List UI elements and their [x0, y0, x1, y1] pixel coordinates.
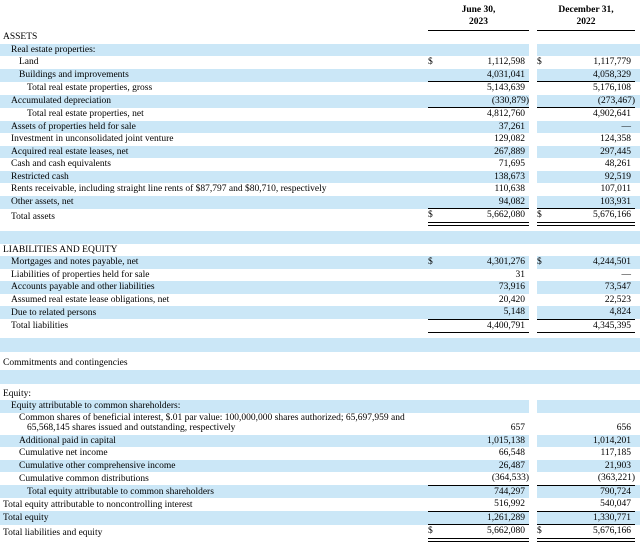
row-right-padding — [635, 56, 640, 69]
value-december-31-2022 — [550, 400, 635, 413]
spacer-cell — [0, 370, 640, 384]
table-row — [0, 82, 640, 95]
value-december-31-2022: — — [550, 121, 635, 134]
value-december-31-2022: 5,676,166 — [550, 209, 635, 224]
dollar-sign-col1: $ — [428, 209, 442, 224]
dollar-sign-col1 — [428, 400, 442, 413]
table-row — [0, 183, 640, 196]
value-june-30-2023: 267,889 — [442, 146, 529, 159]
value-december-31-2022: 107,011 — [600, 184, 632, 194]
column-gap — [529, 281, 537, 294]
row-label: Total real estate properties, gross — [27, 83, 153, 93]
dollar-sign-col2 — [537, 269, 550, 282]
table-row — [0, 525, 640, 540]
table-row — [0, 447, 640, 460]
dollar-sign-col2 — [537, 306, 550, 319]
row-label: Cumulative common distributions — [19, 473, 149, 484]
dollar-sign-col2 — [537, 511, 550, 525]
row-right-padding — [635, 31, 640, 44]
value-june-30-2023: 5,662,080 — [442, 209, 529, 224]
column-header-date-line1: June 30, — [461, 5, 496, 15]
row-label: Total liabilities and equity — [3, 528, 103, 538]
dollar-sign-col2 — [537, 108, 550, 121]
table-row — [0, 244, 640, 257]
value-june-30-2023: 516,992 — [442, 498, 529, 511]
row-right-padding — [635, 196, 640, 209]
row-label: Equity attributable to common shareholders: — [0, 400, 428, 413]
dollar-sign-col1 — [428, 472, 442, 485]
dollar-sign-col1 — [428, 44, 442, 57]
dollar-sign-col2: $ — [537, 209, 550, 224]
row-label: Total equity — [0, 511, 428, 525]
row-label: ASSETS — [3, 32, 38, 42]
dollar-sign-col2 — [537, 196, 550, 209]
column-gap — [529, 44, 537, 57]
value-june-30-2023: 4,031,041 — [442, 69, 529, 82]
row-right-padding — [635, 171, 640, 184]
dollar-sign-col2 — [537, 244, 550, 257]
value-december-31-2022: 124,358 — [600, 134, 632, 144]
row-label: Common shares of beneficial interest, $.01 par value: 100,000,000 shares authorized; 65,697,959 and 65,568,145 shares issued and outstanding, respectively — [19, 412, 405, 433]
value-june-30-2023 — [442, 400, 529, 413]
column-gap — [529, 133, 537, 146]
table-row — [0, 196, 640, 209]
value-december-31-2022: (273,467) — [550, 95, 635, 108]
dollar-sign-col2 — [537, 319, 550, 333]
value-june-30-2023 — [442, 357, 529, 370]
row-right-padding — [635, 146, 640, 159]
value-december-31-2022: 297,445 — [550, 146, 635, 159]
dollar-sign-col2 — [537, 31, 550, 44]
dollar-sign-col1 — [428, 294, 442, 307]
row-label: Commitments and contingencies — [3, 358, 128, 368]
row-right-padding — [635, 82, 640, 95]
column-gap — [529, 447, 537, 460]
column-gap — [529, 400, 537, 413]
dollar-sign-col2 — [537, 69, 550, 82]
value-june-30-2023: (330,879) — [442, 95, 529, 108]
column-gap — [529, 357, 537, 370]
column-gap — [529, 511, 537, 525]
column-header-date-line2: 2022 — [576, 17, 596, 27]
row-right-padding — [635, 133, 640, 146]
dollar-sign-col2 — [537, 357, 550, 370]
table-row — [0, 485, 640, 498]
table-row — [0, 294, 640, 307]
row-label: Cash and cash equivalents — [11, 159, 111, 169]
header-row — [0, 0, 640, 31]
column-gap — [529, 306, 537, 319]
value-december-31-2022: 117,185 — [600, 448, 632, 458]
value-december-31-2022: (363,221) — [550, 472, 635, 485]
column-gap — [529, 31, 537, 44]
row-right-padding — [635, 485, 640, 498]
dollar-sign-col1 — [428, 95, 442, 108]
column-gap — [529, 256, 537, 269]
column-gap — [529, 460, 537, 473]
column-gap — [529, 121, 537, 134]
row-right-padding — [635, 388, 640, 401]
table-row — [0, 108, 640, 121]
column-gap — [529, 209, 537, 224]
row-label: Assumed real estate lease obligations, net — [11, 294, 170, 305]
row-right-padding — [635, 69, 640, 82]
row-right-padding — [635, 511, 640, 525]
value-june-30-2023: 4,400,791 — [442, 319, 529, 333]
dollar-sign-col2 — [537, 498, 550, 511]
value-june-30-2023: 138,673 — [442, 171, 529, 184]
value-june-30-2023: 1,112,598 — [487, 57, 526, 67]
dollar-sign-col1 — [428, 306, 442, 319]
dollar-sign-col2 — [537, 485, 550, 498]
column-gap — [529, 244, 537, 257]
column-header-period-2 — [537, 0, 635, 31]
value-june-30-2023: 1,261,289 — [442, 511, 529, 525]
dollar-sign-col1: $ — [428, 525, 442, 540]
dollar-sign-col1: $ — [428, 57, 433, 67]
dollar-sign-col2 — [537, 447, 550, 460]
row-label: Cumulative net income — [19, 448, 108, 458]
value-june-30-2023: (364,533) — [442, 472, 529, 485]
dollar-sign-col2 — [537, 281, 550, 294]
row-right-padding — [635, 472, 640, 485]
dollar-sign-col1 — [428, 357, 442, 370]
dollar-sign-col1 — [428, 121, 442, 134]
row-label: Acquired real estate leases, net — [0, 146, 428, 159]
dollar-sign-col1 — [428, 485, 442, 498]
value-june-30-2023: 37,261 — [442, 121, 529, 134]
row-label: Restricted cash — [0, 171, 428, 184]
spacer-row — [0, 231, 640, 244]
row-right-padding — [635, 256, 640, 269]
dollar-sign-col1 — [428, 69, 442, 82]
row-right-padding — [635, 158, 640, 171]
row-label: Land — [19, 57, 39, 67]
value-june-30-2023: 110,638 — [494, 184, 526, 194]
row-label: Rents receivable, including straight line rents of $87,797 and $80,710, respectively — [11, 184, 327, 194]
row-label: Due to related persons — [0, 306, 428, 319]
row-right-padding — [635, 121, 640, 134]
table-row — [0, 281, 640, 294]
row-right-padding — [635, 460, 640, 473]
column-gap — [529, 183, 537, 196]
value-december-31-2022: 4,902,641 — [593, 109, 632, 119]
dollar-sign-col2 — [537, 460, 550, 473]
row-right-padding — [635, 447, 640, 460]
value-december-31-2022: 1,330,771 — [550, 511, 635, 525]
row-label: Total equity attributable to noncontrolling interest — [3, 499, 193, 510]
table-row — [0, 511, 640, 525]
row-right-padding — [635, 319, 640, 333]
table-row — [0, 209, 640, 224]
table-row — [0, 69, 640, 82]
dollar-sign-col1 — [428, 133, 442, 146]
dollar-sign-col2 — [537, 95, 550, 108]
dollar-sign-col1 — [428, 108, 442, 121]
value-june-30-2023: 4,301,276 — [442, 256, 529, 269]
spacer-row — [0, 370, 640, 384]
dollar-sign-col2 — [537, 183, 550, 196]
value-december-31-2022: 92,519 — [550, 171, 635, 184]
column-gap — [529, 56, 537, 69]
row-label: Real estate properties: — [0, 44, 428, 57]
dollar-sign-col2 — [537, 388, 550, 401]
column-gap — [529, 435, 537, 448]
spacer-cell — [0, 231, 640, 244]
dollar-sign-col1 — [428, 171, 442, 184]
dollar-sign-col1: $ — [428, 256, 442, 269]
row-label: Total assets — [11, 212, 55, 222]
dollar-sign-col2 — [537, 121, 550, 134]
value-december-31-2022 — [550, 244, 635, 257]
value-june-30-2023: 94,082 — [442, 196, 529, 209]
spacer-row — [0, 224, 640, 231]
row-label: Total real estate properties, net — [27, 109, 144, 119]
table-row — [0, 306, 640, 319]
value-december-31-2022: 48,261 — [604, 159, 632, 169]
value-december-31-2022: 4,345,395 — [550, 319, 635, 333]
row-right-padding — [635, 294, 640, 307]
dollar-sign-col1 — [428, 435, 442, 448]
dollar-sign-col1 — [428, 498, 442, 511]
row-right-padding — [635, 209, 640, 224]
value-june-30-2023: 5,148 — [442, 306, 529, 319]
header-spacer — [0, 0, 428, 31]
value-june-30-2023: 744,297 — [442, 485, 529, 498]
value-june-30-2023: 20,420 — [498, 294, 526, 305]
dollar-sign-col1 — [428, 31, 442, 44]
row-label: Total liabilities — [11, 321, 69, 331]
row-right-padding — [635, 413, 640, 435]
spacer-row — [0, 338, 640, 352]
table-row — [0, 121, 640, 134]
value-june-30-2023: 5,143,639 — [487, 83, 526, 93]
column-gap — [529, 294, 537, 307]
dollar-sign-col2 — [537, 44, 550, 57]
value-december-31-2022: 21,903 — [550, 460, 635, 473]
value-december-31-2022 — [550, 388, 635, 401]
row-right-padding — [635, 44, 640, 57]
table-row — [0, 171, 640, 184]
value-december-31-2022: 540,047 — [550, 498, 635, 511]
value-december-31-2022: 5,676,166 — [550, 525, 635, 540]
row-label: Accumulated depreciation — [0, 95, 428, 108]
row-label: Equity: — [3, 388, 31, 399]
table-row — [0, 388, 640, 401]
value-june-30-2023: 129,082 — [494, 134, 526, 144]
table-row — [0, 400, 640, 413]
value-june-30-2023: 1,015,138 — [442, 435, 529, 448]
column-gap — [529, 525, 537, 540]
value-december-31-2022: 4,824 — [550, 306, 635, 319]
row-right-padding — [635, 269, 640, 282]
column-gap — [529, 269, 537, 282]
dollar-sign-col2 — [537, 400, 550, 413]
row-right-padding — [635, 108, 640, 121]
column-gap — [529, 171, 537, 184]
table-row — [0, 319, 640, 333]
column-gap — [529, 108, 537, 121]
value-december-31-2022: 4,058,329 — [550, 69, 635, 82]
table-row — [0, 498, 640, 511]
value-december-31-2022: 103,931 — [550, 196, 635, 209]
column-gap — [529, 196, 537, 209]
table-row — [0, 435, 640, 448]
row-label: Liabilities of properties held for sale — [11, 269, 150, 280]
dollar-sign-col2: $ — [537, 525, 550, 540]
table-row — [0, 357, 640, 370]
row-right-padding — [635, 400, 640, 413]
row-right-padding — [635, 306, 640, 319]
dollar-sign-col1 — [428, 281, 442, 294]
value-june-30-2023 — [442, 31, 529, 44]
dollar-sign-col1 — [428, 319, 442, 333]
dollar-sign-col2 — [537, 435, 550, 448]
header-right-padding — [635, 0, 640, 31]
dollar-sign-col2 — [537, 133, 550, 146]
row-label: Other assets, net — [0, 196, 428, 209]
value-december-31-2022: 5,176,108 — [593, 83, 632, 93]
value-june-30-2023: 73,916 — [442, 281, 529, 294]
dollar-sign-col1 — [428, 269, 442, 282]
row-label: Mortgages and notes payable, net — [0, 256, 428, 269]
row-right-padding — [635, 244, 640, 257]
row-right-padding — [635, 525, 640, 540]
spacer-cell — [0, 338, 640, 352]
table-row — [0, 146, 640, 159]
dollar-sign-col2 — [537, 413, 550, 435]
row-right-padding — [635, 281, 640, 294]
row-right-padding — [635, 95, 640, 108]
table-row — [0, 95, 640, 108]
dollar-sign-col2 — [537, 158, 550, 171]
value-june-30-2023 — [442, 44, 529, 57]
value-december-31-2022: 1,014,201 — [550, 435, 635, 448]
row-label: Investment in unconsolidated joint venture — [11, 134, 174, 144]
dollar-sign-col1 — [428, 413, 442, 435]
column-gap — [529, 95, 537, 108]
column-gap — [529, 319, 537, 333]
row-label: Accounts payable and other liabilities — [0, 281, 428, 294]
column-gap — [529, 485, 537, 498]
dollar-sign-col1 — [428, 146, 442, 159]
table-row — [0, 472, 640, 485]
spacer-cell — [0, 224, 640, 231]
column-gap — [529, 388, 537, 401]
dollar-sign-col1 — [428, 388, 442, 401]
dollar-sign-col1 — [428, 196, 442, 209]
table-row — [0, 460, 640, 473]
value-december-31-2022: 656 — [616, 423, 632, 433]
table-row — [0, 158, 640, 171]
column-gap — [529, 69, 537, 82]
dollar-sign-col1 — [428, 460, 442, 473]
row-right-padding — [635, 498, 640, 511]
row-right-padding — [635, 435, 640, 448]
value-december-31-2022 — [550, 31, 635, 44]
row-label: Cumulative other comprehensive income — [0, 460, 428, 473]
column-gap — [529, 158, 537, 171]
table-row — [0, 56, 640, 69]
column-gap — [529, 498, 537, 511]
row-label: Buildings and improvements — [0, 69, 428, 82]
value-june-30-2023: 66,548 — [498, 448, 526, 458]
dollar-sign-col1 — [428, 244, 442, 257]
value-december-31-2022: 4,244,501 — [550, 256, 635, 269]
value-june-30-2023: 26,487 — [442, 460, 529, 473]
table-row — [0, 256, 640, 269]
row-label: Total equity attributable to common shareholders — [0, 485, 428, 498]
dollar-sign-col1 — [428, 447, 442, 460]
value-december-31-2022: 22,523 — [604, 294, 632, 305]
dollar-sign-col1 — [428, 183, 442, 196]
row-right-padding — [635, 183, 640, 196]
column-header-date-line1: December 31, — [558, 5, 614, 15]
column-gap — [529, 146, 537, 159]
row-label: LIABILITIES AND EQUITY — [3, 244, 118, 255]
dollar-sign-col1 — [428, 82, 442, 95]
dollar-sign-col2 — [537, 146, 550, 159]
column-gap — [529, 472, 537, 485]
dollar-sign-col2 — [537, 171, 550, 184]
value-june-30-2023 — [442, 388, 529, 401]
table-row — [0, 413, 640, 435]
value-december-31-2022: 790,724 — [550, 485, 635, 498]
value-june-30-2023: 4,812,760 — [487, 109, 526, 119]
value-december-31-2022: — — [621, 269, 632, 280]
dollar-sign-col2: $ — [537, 57, 542, 67]
value-june-30-2023: 31 — [515, 269, 526, 280]
column-gap — [529, 413, 537, 435]
table-row — [0, 44, 640, 57]
table-row — [0, 31, 640, 44]
value-december-31-2022 — [550, 44, 635, 57]
column-header-period-1 — [428, 0, 529, 31]
row-label: Additional paid in capital — [0, 435, 428, 448]
value-june-30-2023: 71,695 — [498, 159, 526, 169]
row-label: Assets of properties held for sale — [0, 121, 428, 134]
dollar-sign-col2: $ — [537, 256, 550, 269]
table-row — [0, 269, 640, 282]
table-row — [0, 133, 640, 146]
value-june-30-2023 — [442, 244, 529, 257]
column-header-date-line2: 2023 — [469, 17, 488, 27]
dollar-sign-col2 — [537, 294, 550, 307]
row-right-padding — [635, 357, 640, 370]
value-december-31-2022: 1,117,779 — [593, 57, 632, 67]
dollar-sign-col1 — [428, 158, 442, 171]
dollar-sign-col1 — [428, 511, 442, 525]
value-june-30-2023: 5,662,080 — [442, 525, 529, 540]
dollar-sign-col2 — [537, 472, 550, 485]
column-gap — [529, 0, 537, 31]
column-gap — [529, 82, 537, 95]
value-december-31-2022 — [550, 357, 635, 370]
value-december-31-2022: 73,547 — [550, 281, 635, 294]
value-june-30-2023: 657 — [510, 423, 526, 433]
dollar-sign-col2 — [537, 82, 550, 95]
